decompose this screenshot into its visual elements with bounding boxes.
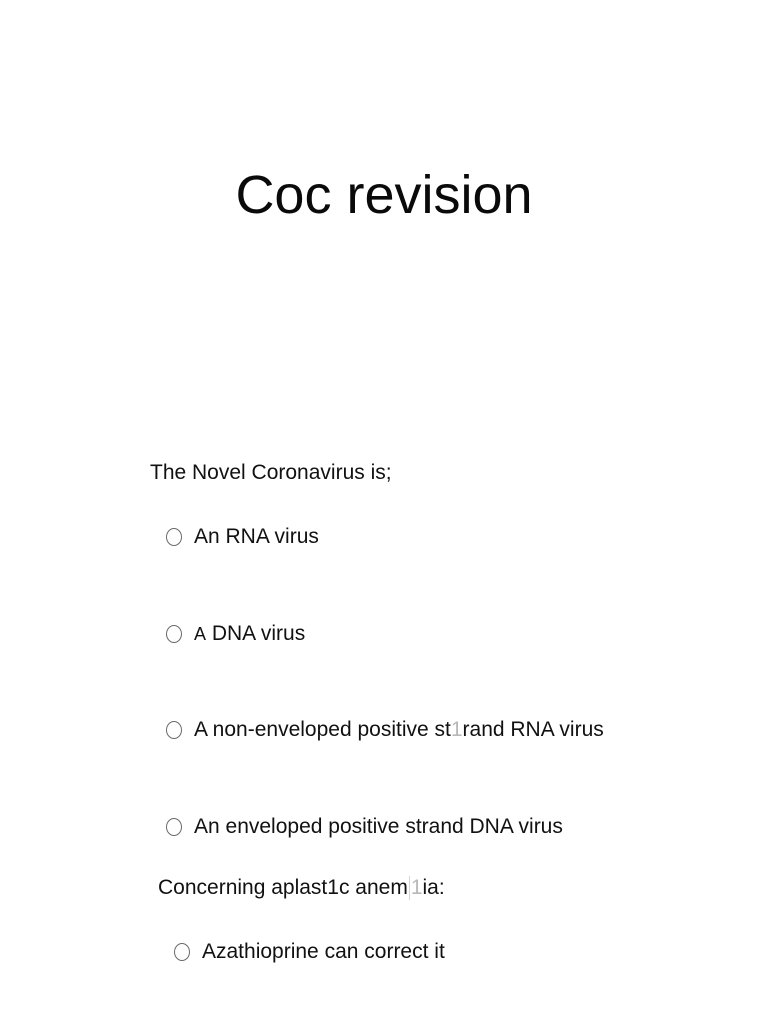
question-1-option-4[interactable] (166, 814, 563, 840)
option-label: An enveloped positive strand DNA virus (194, 815, 563, 838)
question-2-option-1[interactable] (174, 939, 445, 965)
option-label-mark: 1 (450, 718, 463, 741)
option-label-post: rand RNA virus (462, 718, 604, 741)
question-1-option-1[interactable] (166, 524, 319, 550)
option-label: Azathioprine can correct it (202, 940, 445, 963)
text-cursor-mark (409, 876, 410, 900)
question-1-prompt: The Novel Coronavirus is; (150, 461, 392, 484)
option-label-rest: DNA virus (206, 622, 306, 645)
question-1-option-2[interactable] (166, 621, 305, 647)
radio-unselected-icon[interactable] (166, 625, 182, 643)
question-2-prompt-pre: Concerning aplast1c anem (158, 876, 408, 899)
radio-unselected-icon[interactable] (174, 943, 190, 961)
option-label (194, 621, 305, 647)
question-2-prompt (158, 875, 445, 901)
option-label: An RNA virus (194, 525, 319, 548)
radio-unselected-icon[interactable] (166, 818, 182, 836)
question-2-prompt-post: ia: (422, 876, 445, 899)
radio-unselected-icon[interactable] (166, 528, 182, 546)
page-title: Coc revision (235, 165, 533, 225)
option-label (194, 717, 604, 743)
question-1-option-3[interactable] (166, 717, 604, 743)
radio-unselected-icon[interactable] (166, 721, 182, 739)
option-label-pre: A non-enveloped positive st (194, 718, 451, 741)
option-label-prefix: A (194, 624, 207, 644)
question-2-prompt-mark: 1 (410, 876, 423, 899)
